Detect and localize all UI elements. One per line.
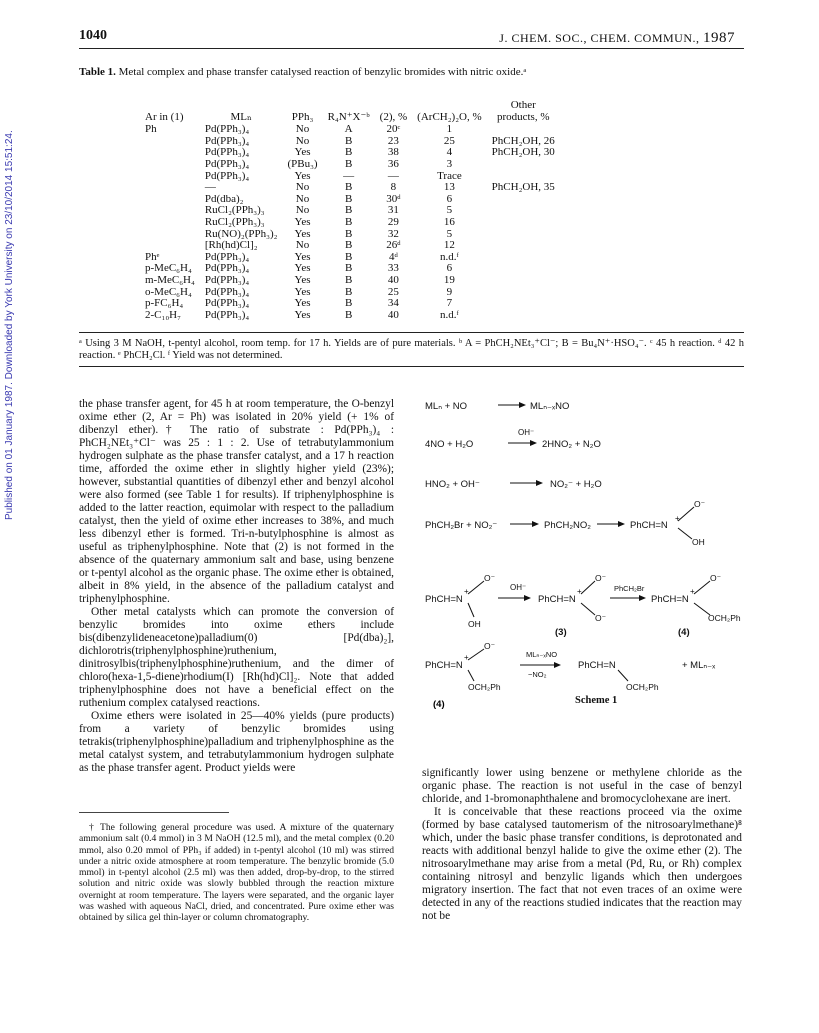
- table-cell: RuCl₂(PPh₃)₃: [204, 215, 265, 228]
- table-cell: (PBu₃): [287, 157, 318, 170]
- table-cell: 40: [387, 308, 399, 321]
- table-header-cell: Ar in (1): [145, 110, 184, 123]
- scheme-row6-c: + MLₙ₋ₓ: [682, 660, 716, 671]
- table-cell: [487, 310, 560, 322]
- table-header-cell: (ArCH₂)₂O, %: [417, 110, 482, 123]
- table-cell: 13: [443, 181, 455, 194]
- table-row: [140, 298, 560, 310]
- scheme-row6-b-och2ph: OCH₂Ph: [626, 682, 659, 692]
- table-cell: —: [204, 181, 216, 194]
- scheme-eq4-plus: +: [675, 514, 680, 523]
- table-cell: 7: [446, 297, 453, 310]
- table-cell: 6: [446, 262, 453, 275]
- table-caption-label: Table 1.: [79, 66, 116, 78]
- table-cell: [487, 298, 560, 310]
- table-cell: B: [344, 297, 353, 310]
- table-cell: Yes: [294, 285, 311, 298]
- journal-year: 1987: [703, 30, 735, 46]
- table-header-cell-line2: products, %: [496, 110, 550, 123]
- table-cell: A: [344, 123, 353, 136]
- table-footnote: ᵃ Using 3 M NaOH, t-pentyl alcohol, room temp. for 17 h. Yields are of pure materials. ᵇ A = PhCH₂NEt₃⁺Cl⁻; B = Bu₄N⁺·HSO₄⁻. ᶜ 45 h reaction. ᵈ 42 h reaction. ᵉ PhCH₂Cl. ᶠ Yield was not determined.: [79, 338, 744, 361]
- left-footnote-text: † The following general procedure was used. A mixture of the quaternary ammonium salt (0.4 mmol) in 3 M NaOH (12.5 ml), and the metal complex (0.20 mmol, also 0.20 mmol of PPh₃ if added) in t-pentyl alcohol (10 ml) was stirred under a nitric oxide atmosphere at room temperature. The benzylic bromide (5.0 mmol) in t-pentyl alcohol (2.5 ml) was then added, drop-by-drop, to the stirred solution and nitric oxide was slowly bubbled through the reaction mixture overnight at room temperature. The layers were separated, and the organic layer was washed with aqueous NaCl, dried, and concentrated. Pure oxime ether was obtained by silica gel thin-layer or column chromatography.: [79, 822, 394, 924]
- scheme-row5-a: PhCH=N: [425, 594, 463, 605]
- scheme-eq1-left: MLₙ + NO: [425, 401, 468, 412]
- table-cell: 16: [443, 215, 455, 228]
- table-cell: B: [344, 273, 353, 286]
- scheme-eq2-left: 4NO + H₂O: [425, 439, 474, 450]
- table-cell: RuCl₂(PPh₃)₃: [204, 204, 265, 217]
- scheme-row6-a-och2ph: OCH₂Ph: [468, 682, 501, 692]
- scheme-eq1-right: MLₙ₋ₓNO: [530, 401, 570, 412]
- table-cell: 5: [446, 227, 453, 240]
- table-cell: 29: [387, 215, 399, 228]
- table-cell: 32: [387, 227, 399, 240]
- scheme-bond: [581, 581, 595, 594]
- scheme-row6-a-ominus: O⁻: [484, 641, 496, 651]
- table-cell: m-MeC₆H₄: [145, 273, 195, 286]
- right-column: [422, 767, 742, 923]
- table-cell: —: [343, 169, 355, 182]
- table-cell: Pd(PPh₃)₄: [204, 146, 250, 159]
- table-cell: No: [295, 239, 310, 252]
- table-cell: B: [344, 250, 353, 263]
- footnote-rule: [79, 812, 229, 813]
- scheme-bond: [468, 670, 474, 681]
- table-cell: Pd(PPh₃)₄: [204, 308, 250, 321]
- table-cell: [140, 182, 200, 194]
- journal-header: [499, 30, 735, 47]
- scheme-row5-c-ominus: O⁻: [710, 573, 722, 583]
- scheme-eq2-condition: OH⁻: [518, 428, 535, 437]
- table-row: [140, 275, 560, 287]
- table-cell: 3: [446, 157, 453, 170]
- table-cell: Yes: [294, 250, 311, 263]
- right-paragraph-2: It is conceivable that these reactions proceed via the oxime (formed by base catalysed tautomerism of the nitrosoarylmethane)⁸ which, under the basic phase transfer conditions, is deprotonated and reacts with additional benzyl halide to give the oxime ether (2). The nitrosoarylmethane may arise from a metal (Pd, Ru, or Rh) complex containing nitrosyl and benzylic ligands which then undergoes migratory insertion. The fact that not even traces of an oxime were detected in any of the reactions studied indicates that the reaction may not be: [422, 806, 742, 922]
- table-cell: 19: [443, 273, 455, 286]
- table-cell: B: [344, 285, 353, 298]
- scheme-bond: [468, 603, 474, 617]
- table-cell: 12: [443, 239, 455, 252]
- table-cell: 4ᵈ: [388, 250, 398, 263]
- scheme-row5-plus-c: +: [690, 587, 695, 596]
- table-header-cell: R₄N⁺X⁻ᵇ: [327, 110, 370, 123]
- scheme-bond: [468, 581, 484, 594]
- table-cell: No: [295, 181, 310, 194]
- scheme-bond: [678, 507, 694, 521]
- table-cell: Pd(PPh₃)₄: [204, 169, 250, 182]
- table-cell: Pd(PPh₃)₄: [204, 134, 250, 147]
- table-cell: p-MeC₆H₄: [145, 262, 192, 275]
- scheme-eq4-c: PhCH=N: [630, 520, 668, 531]
- table-cell: [487, 194, 560, 206]
- table-cell: 40: [387, 273, 399, 286]
- table-cell: No: [295, 204, 310, 217]
- table-cell: 5: [446, 204, 453, 217]
- table-cell: B: [344, 239, 353, 252]
- table-row: [140, 310, 560, 322]
- scheme-bond: [581, 603, 595, 615]
- table-cell: [140, 217, 200, 229]
- table-cell: [140, 229, 200, 241]
- compound-label-3: (3): [555, 627, 567, 638]
- table-cell: 20ᶜ: [386, 123, 401, 136]
- scheme-eq2-right: 2HNO₂ + N₂O: [542, 439, 601, 450]
- table-cell: [140, 194, 200, 206]
- table-cell: PhCH₂OH, 35: [491, 181, 555, 194]
- scheme-row5-a-ominus: O⁻: [484, 573, 496, 583]
- table-cell: B: [344, 181, 353, 194]
- scheme-eq4-ominus: O⁻: [694, 499, 706, 509]
- table-cell: o-MeC₆H₄: [145, 285, 192, 298]
- results-table: [140, 100, 560, 321]
- table-cell: Ru(NO)₂(PPh₃)₂: [204, 227, 278, 240]
- table-cell: [140, 136, 200, 148]
- table-cell: 23: [387, 134, 399, 147]
- scheme-row6-plus: +: [464, 653, 469, 662]
- table-cell: Trace: [437, 169, 462, 182]
- scheme-eq4-b: PhCH₂NO₂: [544, 520, 591, 531]
- table-row: [140, 240, 560, 252]
- table-cell: No: [295, 134, 310, 147]
- scheme-row6-a: PhCH=N: [425, 660, 463, 671]
- table-cell: B: [344, 204, 353, 217]
- table-cell: [487, 205, 560, 217]
- table-header-cell: (2), %: [379, 110, 408, 123]
- table-cell: [487, 217, 560, 229]
- table-cell: Phᵉ: [145, 250, 160, 263]
- scheme-bond: [678, 528, 692, 539]
- table-cell: B: [344, 262, 353, 275]
- scheme-row5-c: PhCH=N: [651, 594, 689, 605]
- table-cell: B: [344, 227, 353, 240]
- scheme-eq3-left: HNO₂ + OH⁻: [425, 479, 480, 490]
- table-cell: Pd(PPh₃)₄: [204, 285, 250, 298]
- table-cell: —: [387, 169, 399, 182]
- table-cell: B: [344, 192, 353, 205]
- left-paragraph-1: the phase transfer agent, for 45 h at room temperature, the O-benzyl oxime ether (2, Ar = Ph) was isolated in 20% yield (+ 1% of dibenzyl ether).† The ratio of substrate : Pd(PPh₃)₄ : PhCH₂NEt₃⁺Cl⁻ was 25 : 1 : 2. Use of tetrabutylammonium hydrogen sulphate as the phase transfer catalyst, and a 17 h reaction time, afforded the oxime ether in slightly higher yield (23%); however, substantial quantities of dibenzyl ether and benzyl alcohol were also formed (see Table 1 for results). If triphenylphosphine is added to the latter reaction, equimolar with respect to the palladium catalyst, then the yield of oxime ether increases to 38%, and much less dibenzyl ether is formed. Tri-n-butylphosphine is almost as useful as triphenylphosphine. Note that (2) is not formed in the absence of the quaternary ammonium salt and base, using benzene or t-pentyl alcohol as the organic phase. The oxime ether is obtained, albeit in 8% yield, in the absence of the palladium catalyst and triphenylphosphine.: [79, 398, 394, 605]
- scheme-row5-c-och2ph: OCH₂Ph: [708, 613, 741, 623]
- table-cell: [487, 159, 560, 171]
- table-row: [140, 159, 560, 171]
- table-cell: 36: [387, 157, 399, 170]
- table-cell: [487, 240, 560, 252]
- table-cell: Yes: [294, 262, 311, 275]
- table-cell: [487, 275, 560, 287]
- table-header-cell: MLₙ: [230, 110, 252, 123]
- table-cell: Yes: [294, 308, 311, 321]
- table-cell: 34: [387, 297, 399, 310]
- table-cell: PhCH₂OH, 30: [491, 146, 555, 159]
- table-cell: [487, 263, 560, 275]
- scheme-row6-b: PhCH=N: [578, 660, 616, 671]
- table-cell: 26ᵈ: [386, 239, 401, 252]
- scheme-row5-plus-b: +: [577, 587, 582, 596]
- scheme-row5-plus-a: +: [464, 587, 469, 596]
- table-cell: 4: [446, 146, 453, 159]
- scheme-row5-cond1: OH⁻: [510, 583, 527, 592]
- table-cell: Pd(PPh₃)₄: [204, 297, 250, 310]
- scheme-row5-b: PhCH=N: [538, 594, 576, 605]
- table-cell: [487, 252, 560, 264]
- table-cell: 9: [446, 285, 453, 298]
- table-cell: Pd(PPh₃)₄: [204, 262, 250, 275]
- scheme-row5-b-ominus-top: O⁻: [595, 573, 607, 583]
- header-rule: [79, 48, 744, 49]
- left-paragraph-2: Other metal catalysts which can promote the conversion of benzylic bromides into oxime ethers include bis(dibenzylideneacetone)palladium(0) [Pd(dba)₂], dichlorotris(triphenylphosphine)ruthenium, dinitrosylbis(triphenylphosphine)ruthenium, and the dimer of chloro(hexa-1,5-diene)rhodium(I) [Rh(hd)Cl]₂. Note that added triphenylphosphine does not have a beneficial effect on the ruthenium complex catalysed reactions.: [79, 606, 394, 709]
- table-header-cell: PPh₃: [291, 110, 314, 123]
- left-footnote: [79, 822, 394, 924]
- table-cell: [487, 287, 560, 299]
- table-cell: [487, 229, 560, 241]
- table-cell: Pd(PPh₃)₄: [204, 250, 250, 263]
- scheme-label-4b-holder: [420, 697, 520, 719]
- scheme-row5-b-ominus-bottom: O⁻: [595, 613, 607, 623]
- table-cell: n.d.ᶠ: [440, 308, 459, 321]
- table-cell: PhCH₂OH, 26: [491, 134, 555, 147]
- table-cell: Yes: [294, 273, 311, 286]
- table-cell: p-FC₆H₄: [145, 297, 184, 310]
- scheme-title: Scheme 1: [575, 695, 618, 706]
- scheme-bond: [694, 581, 710, 594]
- table-cell: 25: [387, 285, 399, 298]
- scheme-row5-a-oh: OH: [468, 619, 481, 629]
- table-row: [140, 217, 560, 229]
- table-cell: B: [344, 308, 353, 321]
- scheme-eq4-a: PhCH₂Br + NO₂⁻: [425, 520, 498, 531]
- table-rule-top: [79, 332, 744, 333]
- table-cell: 8: [390, 181, 397, 194]
- table-cell: Pd(PPh₃)₄: [204, 273, 250, 286]
- left-column: [79, 398, 394, 775]
- table-cell: Ph: [145, 123, 157, 136]
- table-rule-bottom: [79, 366, 744, 367]
- left-paragraph-3: Oxime ethers were isolated in 25—40% yields (pure products) from a variety of benzylic bromides using tetrakis(triphenylphosphine)palladium and triphenylphosphine as the metal catalyst system, and tetrabutylammonium hydrogen sulphate as the phase transfer agent. Product yields were: [79, 710, 394, 774]
- table-cell: [140, 205, 200, 217]
- table-cell: 30ᵈ: [386, 192, 401, 205]
- table-caption-text: Metal complex and phase transfer catalysed reaction of benzylic bromides with nitric oxide.ᵃ: [118, 66, 527, 78]
- table-cell: Yes: [294, 227, 311, 240]
- table-cell: 6: [446, 192, 453, 205]
- table-cell: B: [344, 134, 353, 147]
- table-cell: Yes: [294, 169, 311, 182]
- scheme-bond: [618, 670, 628, 681]
- journal-name: J. CHEM. SOC., CHEM. COMMUN.,: [499, 31, 700, 45]
- table-header-row: [140, 100, 560, 124]
- table-header-cell: Other products, %: [496, 99, 550, 123]
- table-cell: n.d.ᶠ: [440, 250, 459, 263]
- page-number: 1040: [79, 28, 107, 43]
- scheme-row5-cond2: PhCH₂Br: [614, 584, 645, 593]
- download-watermark: Published on 01 January 1987. Downloaded by York University on 23/10/2014 15:51:24.: [4, 130, 15, 520]
- table-caption: [79, 66, 526, 78]
- table-cell: Pd(dba)₂: [204, 192, 244, 205]
- scheme-row6-cond-bottom: −NO₂: [528, 670, 547, 679]
- table-cell: No: [295, 192, 310, 205]
- table-cell: 31: [387, 204, 399, 217]
- table-cell: 2-C₁₀H₇: [145, 308, 181, 321]
- table-cell: [140, 159, 200, 171]
- table-cell: Yes: [294, 297, 311, 310]
- table-cell: 25: [443, 134, 455, 147]
- scheme-eq3-right: NO₂⁻ + H₂O: [550, 479, 602, 490]
- compound-label-4b: (4): [433, 699, 445, 710]
- scheme-bond: [468, 649, 484, 660]
- table-cell: Pd(PPh₃)₄: [204, 123, 250, 136]
- right-paragraph-1: significantly lower using benzene or methylene chloride as the organic phase. The reaction is not useful in the case of benzyl chloride, and 1-bromonaphthalene and bromocyclohexane are inert.: [422, 767, 742, 805]
- table-cell: [140, 171, 200, 183]
- table-row: [140, 182, 560, 194]
- table-cell: [140, 147, 200, 159]
- table-cell: Yes: [294, 146, 311, 159]
- table-cell: [Rh(hd)Cl]₂: [204, 239, 258, 252]
- table-cell: [140, 240, 200, 252]
- scheme-row6-cond-top: MLₙ₋ₓNO: [526, 650, 558, 659]
- scheme-1-diagram: [420, 395, 750, 695]
- table-cell: No: [295, 123, 310, 136]
- compound-label-4: (4): [678, 627, 690, 638]
- table-cell: B: [344, 146, 353, 159]
- table-cell: 1: [446, 123, 453, 136]
- table-cell: 33: [387, 262, 399, 275]
- scheme-eq4-oh: OH: [692, 537, 705, 547]
- table-cell: 38: [387, 146, 399, 159]
- table-cell: B: [344, 157, 353, 170]
- table-cell: B: [344, 215, 353, 228]
- table-cell: Yes: [294, 215, 311, 228]
- table-cell: Pd(PPh₃)₄: [204, 157, 250, 170]
